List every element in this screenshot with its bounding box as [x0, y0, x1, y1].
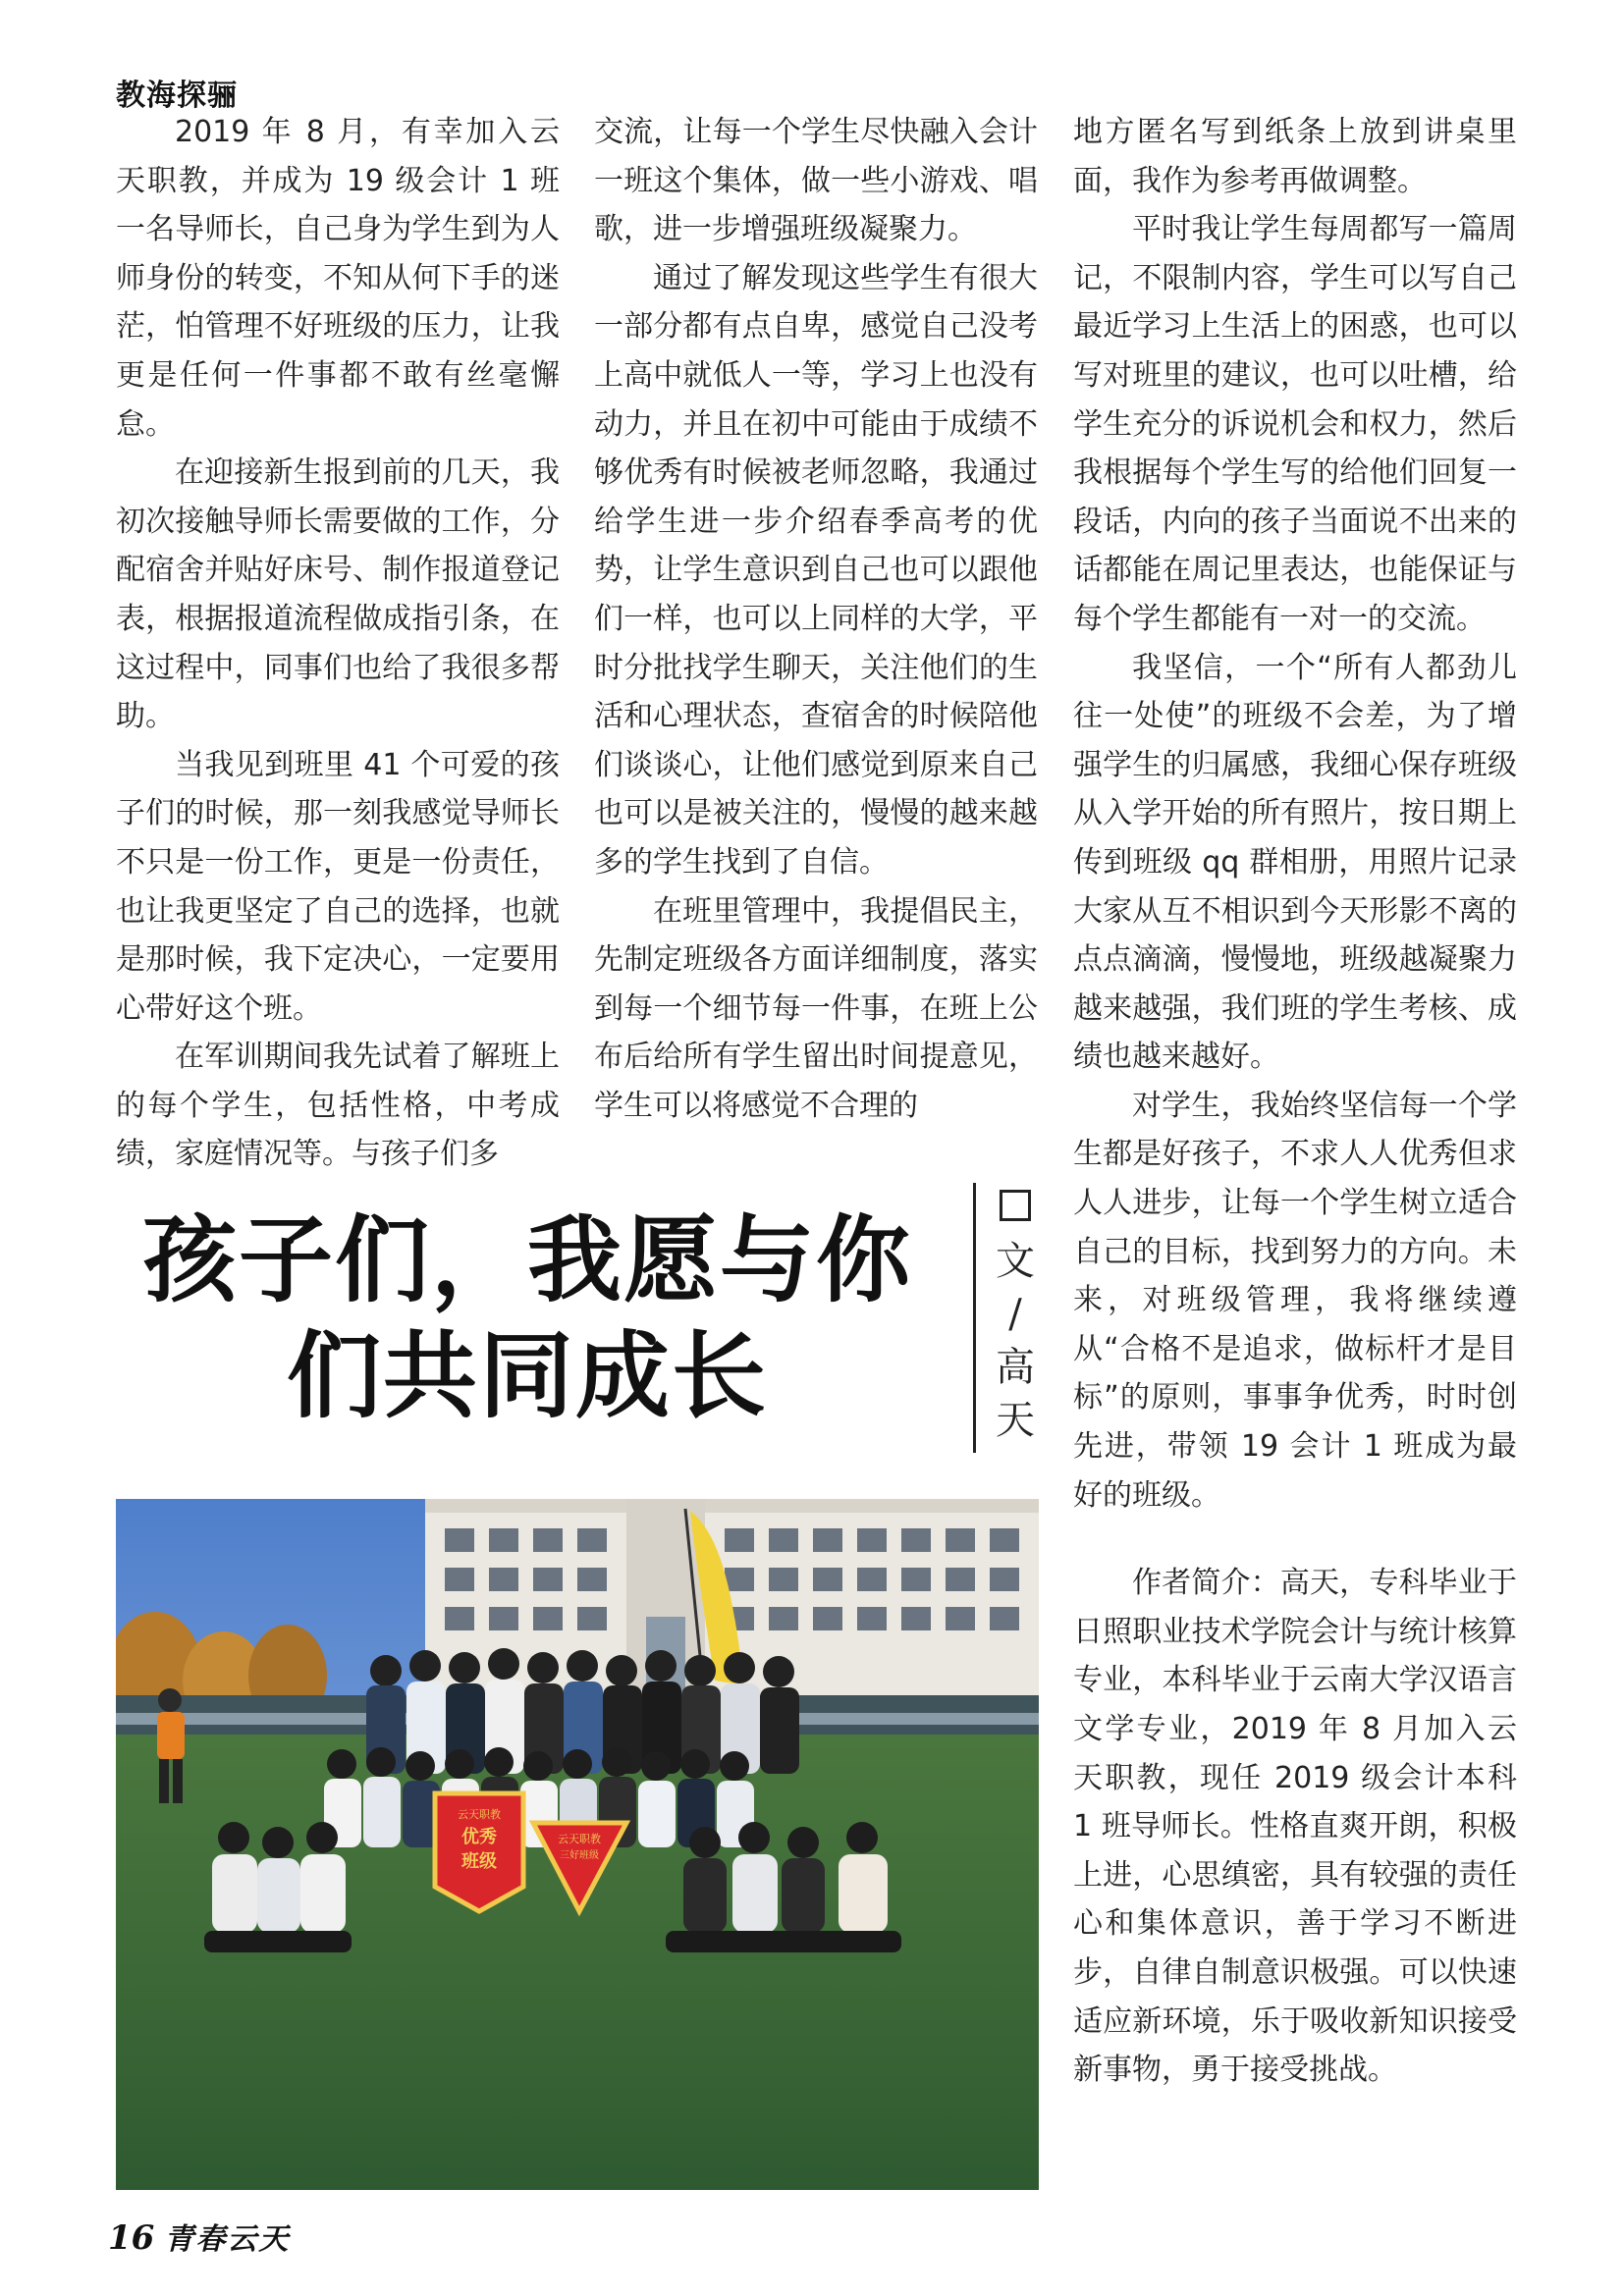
- paragraph: 我坚信，一个“所有人都劲儿往一处使”的班级不会差，为了增强学生的归属感，我细心保存班级从入学开始的所有照片，按日期上传到班级 qq 群相册，用照片记录大家从互不相识到今天形影不离的点点滴滴，慢慢地，班级越凝聚力越来越强，我们班的学生考核、成绩也越来越好。: [1073, 650, 1517, 1075]
- page-footer: [108, 2215, 291, 2258]
- square-icon: [1000, 1190, 1031, 1221]
- byline-author-char: 高: [996, 1345, 1035, 1390]
- paragraph: 在军训期间我先试着了解班上的每个学生，包括性格，中考成绩，家庭情况等。与孩子们多: [116, 1040, 560, 1172]
- pennant-left-line: 优秀: [461, 1827, 497, 1847]
- pennant-right-line: 云天职教: [558, 1833, 601, 1845]
- article-column-1: [116, 108, 560, 1179]
- byline: [993, 1186, 1038, 1447]
- class-group-photo: [116, 1499, 1039, 2190]
- article-column-3: [1073, 108, 1517, 2095]
- pennant-right-line: 三好班级: [560, 1850, 599, 1861]
- paragraph: 平时我让学生每周都写一篇周记，不限制内容，学生可以写自己最近学习上生活上的困惑，也可以写对班里的建议，也可以吐槽，给学生充分的诉说机会和权力，然后我根据每个学生写的给他们回复一段话，内向的孩子当面说不出来的话都能在周记里表达，也能保证与每个学生都能有一对一的交流。: [1073, 212, 1517, 636]
- article-title: [116, 1202, 939, 1434]
- byline-divider: [973, 1183, 976, 1453]
- title-line-1: 孩子们，我愿与你: [142, 1204, 912, 1315]
- page-number: 16: [108, 2218, 155, 2258]
- paragraph: 地方匿名写到纸条上放到讲桌里面，我作为参考再做调整。: [1073, 115, 1517, 198]
- pennant-left-line: 云天职教: [458, 1808, 501, 1821]
- byline-author-char: 天: [996, 1398, 1035, 1443]
- byline-separator: /: [1008, 1292, 1022, 1337]
- article-column-2: [594, 108, 1038, 1130]
- photo-illustration: [116, 1499, 1039, 2190]
- pennant-left-line: 班级: [461, 1851, 497, 1872]
- paragraph: 对学生，我始终坚信每一个学生都是好孩子，不求人人优秀但求人人进步，让每一个学生树立适合自己的目标，找到努力的方向。未来，对班级管理，我将继续遵从“合格不是追求，做标杆才是目标”的原则，事事争优秀，时时创先进，带领 19 会计 1 班成为最好的班级。: [1073, 1088, 1517, 1513]
- magazine-name: 青春云天: [164, 2222, 291, 2257]
- byline-prefix: 文: [996, 1239, 1035, 1284]
- author-bio: 作者简介：高天，专科毕业于日照职业技术学院会计与统计核算专业，本科毕业于云南大学汉语言文学专业，2019 年 8 月加入云天职教，现任 2019 级会计本科 1 班导师长。性格直爽开朗，积极上进，心思缜密，具有较强的责任心和集体意识，善于学习不断进步，自律自制意识极强。可以快速适应新环境，乐于吸收新知识接受新事物，勇于接受挑战。: [1073, 1566, 1517, 2088]
- paragraph: 2019 年 8 月，有幸加入云天职教，并成为 19 级会计 1 班一名导师长，自己身为学生到为人师身份的转变，不知从何下手的迷茫，怕管理不好班级的压力，让我更是任何一件事都不敢有丝毫懈怠。: [116, 115, 560, 442]
- paragraph: 交流，让每一个学生尽快融入会计一班这个集体，做一些小游戏、唱歌，进一步增强班级凝聚力。: [594, 115, 1038, 247]
- paragraph: 在班里管理中，我提倡民主，先制定班级各方面详细制度，落实到每一个细节每一件事，在班上公布后给所有学生留出时间提意见，学生可以将感觉不合理的: [594, 893, 1038, 1123]
- paragraph: 在迎接新生报到前的几天，我初次接触导师长需要做的工作，分配宿舍并贴好床号、制作报道登记表，根据报道流程做成指引条，在这过程中，同事们也给了我很多帮助。: [116, 455, 560, 734]
- pennant-left: [435, 1793, 523, 1911]
- paragraph: 通过了解发现这些学生有很大一部分都有点自卑，感觉自己没考上高中就低人一等，学习上也没有动力，并且在初中可能由于成绩不够优秀有时候被老师忽略，我通过给学生进一步介绍春季高考的优势，让学生意识到自己也可以跟他们一样，也可以上同样的大学，平时分批找学生聊天，关注他们的生活和心理状态，查宿舍的时候陪他们谈谈心，让他们感觉到原来自己也可以是被关注的，慢慢的越来越多的学生找到了自信。: [594, 260, 1038, 880]
- paragraph: 当我见到班里 41 个可爱的孩子们的时候，那一刻我感觉导师长不只是一份工作，更是一份责任，也让我更坚定了自己的选择，也就是那时候，我下定决心，一定要用心带好这个班。: [116, 747, 560, 1026]
- title-line-2: 们共同成长: [287, 1320, 768, 1431]
- section-label: 教海探骊: [116, 79, 238, 113]
